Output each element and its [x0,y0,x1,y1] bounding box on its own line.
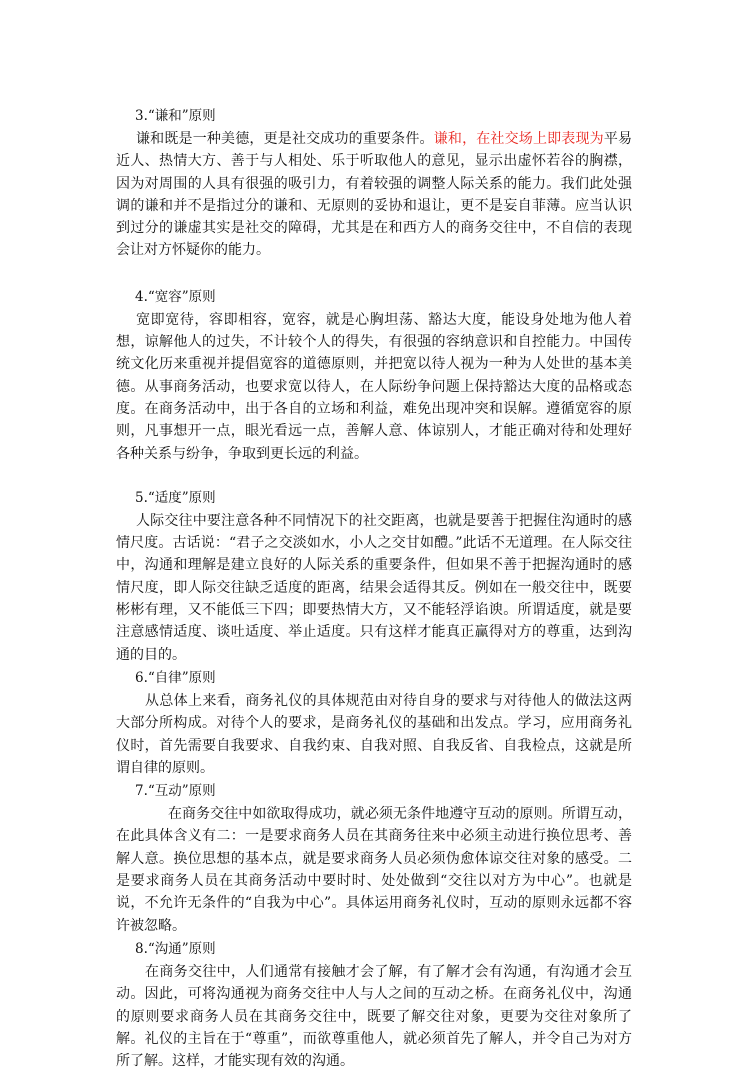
section-body-tolerance: 宽即宽待，容即相容，宽容，就是心胸坦荡、豁达大度，能设身处地为他人着想，谅解他人的过失，不计较个人的得失，有很强的容纳意识和自控能力。中国传统文化历来重视并提倡宽容的道德原则，并把宽以待人视为一种为人处世的基本美德。从事商务活动，也要求宽以待人，在人际纷争问题上保持豁达大度的品格或态度。在商务活动中，出于各自的立场和利益，难免出现冲突和误解。遵循宽容的原则，凡事想开一点，眼光看远一点，善解人意、体谅别人，才能正确对待和处理好各种关系与纷争，争取到更长远的利益。 [116,311,632,462]
section-heading-modesty: 3.“谦和”原则 [135,108,216,124]
body-text: 平易近人、热情大方、善于与人相处、乐于听取他人的意见，显示出虚怀若谷的胸襟，因为对周围的人具有很强的吸引力，有着较强的调整人际关系的能力。我们此处强调的谦和并不是指过分的谦和、无原则的妥协和退让，更不是妄自菲薄。应当认识到过分的谦虚其实是社交的障碍，尤其是在和西方人的商务交往中，不自信的表现会让对方怀疑你的能力。 [116,131,633,259]
section-heading-moderation: 5.“适度”原则 [135,489,216,506]
section-heading-communication: 8.“沟通”原则 [135,940,216,957]
section-body-communication: 在商务交往中，人们通常有接触才会了解，有了解才会有沟通，有沟通才会互动。因此，可将沟通视为商务交往中人与人之间的互动之桥。在商务礼仪中，沟通的原则要求商务人员在其商务交往中，既要了解交往对象，更要为交往对象所了解。礼仪的主旨在于“尊重”，而欲尊重他人，就必须首先了解人，并令自己为对方所了解。这样，才能实现有效的沟通。 [116,963,632,1070]
section-spacer [116,465,632,486]
section-body-self-discipline: 从总体上来看，商务礼仪的具体规范由对待自身的要求与对待他人的做法这两大部分所构成。对待个人的要求，是商务礼仪的基础和出发点。学习，应用商务礼仪时，首先需要自我要求、自我约束、自我对照、自我反省、自我检点，这就是所谓自律的原则。 [116,692,632,776]
body-text: 谦和既是一种美德，更是社交成功的重要条件。 [136,131,434,147]
section-spacer [116,262,632,285]
section-heading-interaction: 7.“互动”原则 [135,783,216,800]
section-body-interaction: 在商务交往中如欲取得成功，就必须无条件地遵守互动的原则。所谓互动，在此具体含义有二：一是要求商务人员在其商务往来中必须主动进行换位思考、善解人意。换位思想的基本点，就是要求商务人员必须伪愈体谅交往对象的感受。二是要求商务人员在其商务活动中要时时、处处做到“交往以对方为中心”。也就是说，不允许无条件的“自我为中心”。具体运用商务礼仪时，互动的原则永远都不容许被忽略。 [116,806,632,934]
document-page [116,104,632,1072]
section-body-moderation: 人际交往中要注意各种不同情况下的社交距离，也就是要善于把握住沟通时的感情尺度。古话说：“君子之交淡如水，小人之交甘如醴。”此话不无道理。在人际交往中，沟通和理解是建立良好的人际关系的重要条件，但如果不善于把握沟通时的感情尺度，即人际交往缺乏适度的距离，结果会适得其反。例如在一般交往中，既要彬彬有理，又不能低三下四；即要热情大方，又不能轻浮谄谀。所谓适度，就是要注意感情适度、谈吐适度、举止适度。只有这样才能真正赢得对方的尊重，达到沟通的目的。 [116,512,632,663]
highlighted-text: 谦和，在社交场上即表现为 [433,131,604,147]
section-heading-self-discipline: 6.“自律”原则 [135,669,216,686]
section-body-modesty [116,128,632,262]
section-heading-tolerance: 4.“宽容”原则 [135,288,216,305]
